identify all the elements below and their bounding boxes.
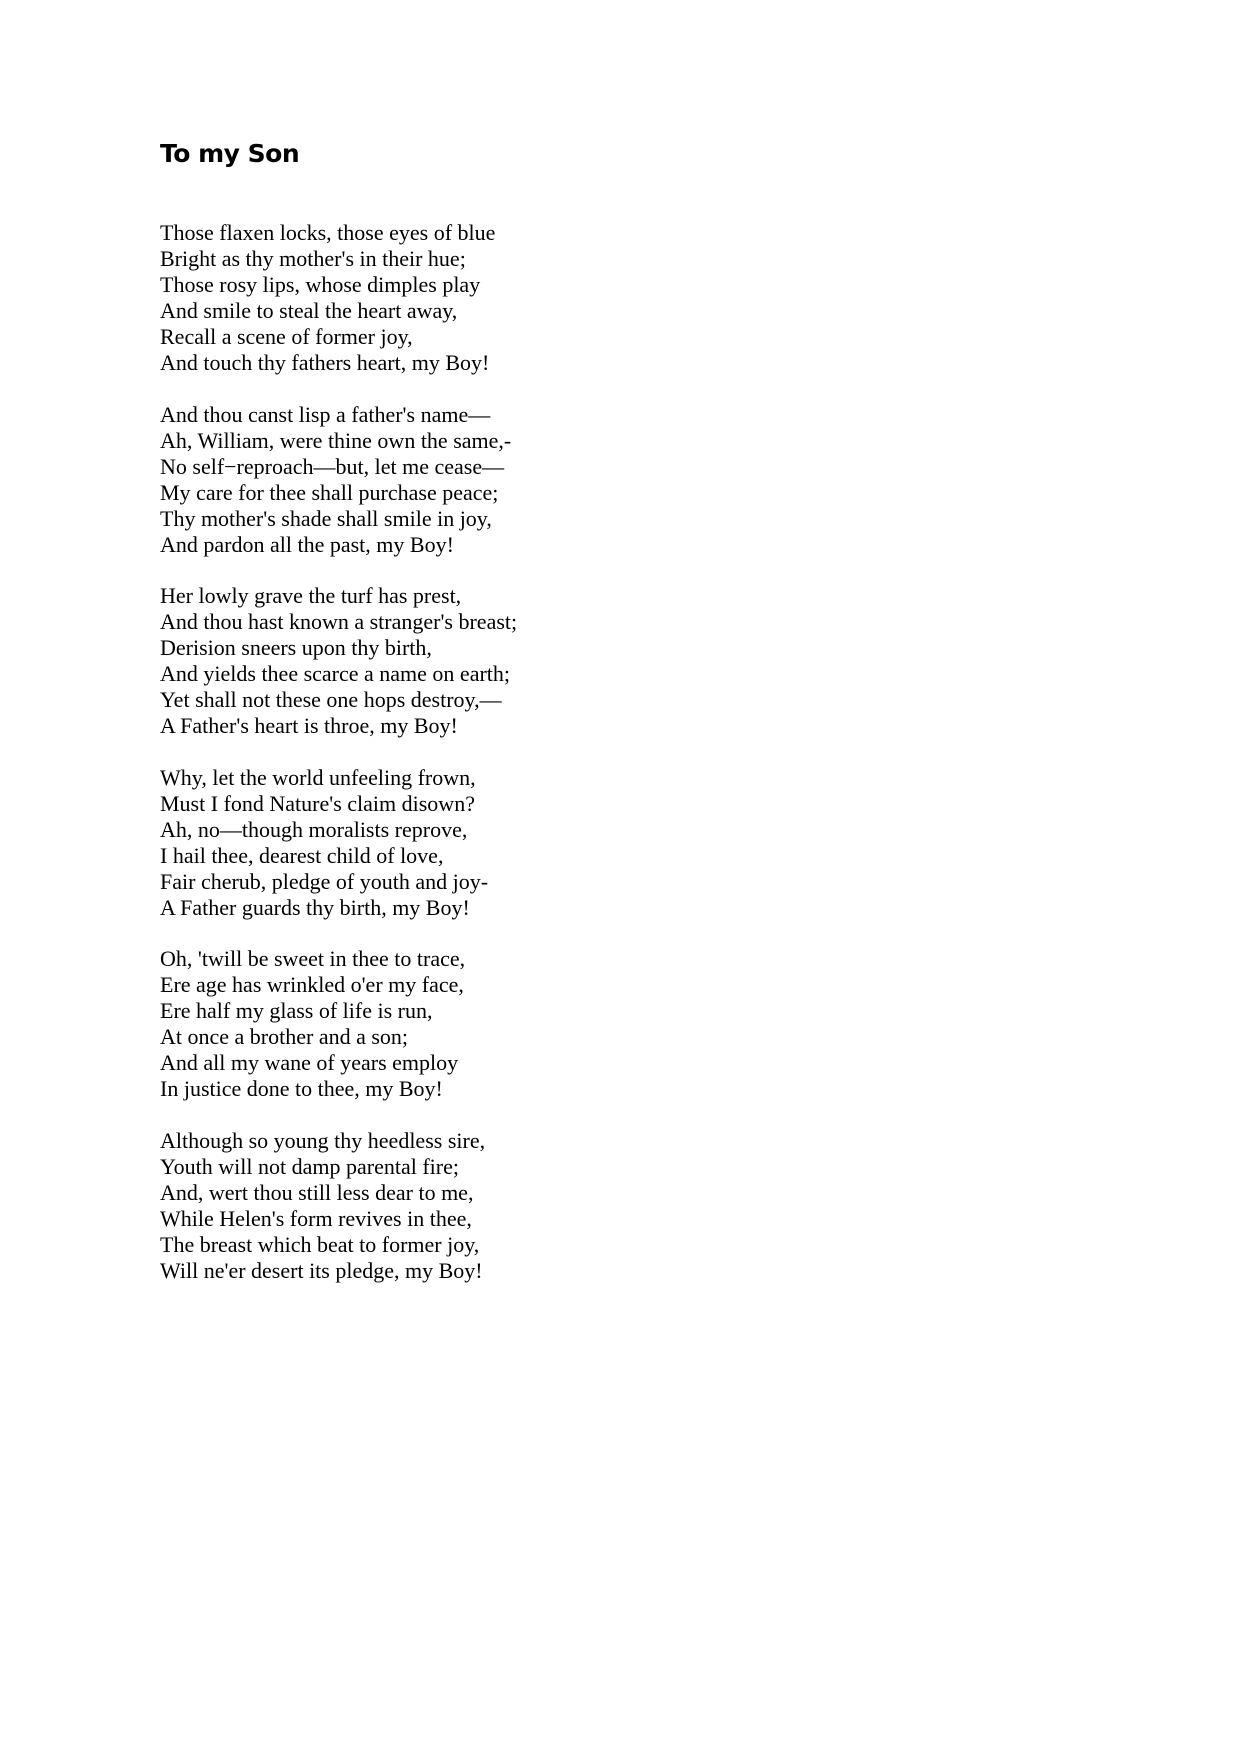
stanza-5	[160, 946, 860, 1102]
poem-line: The breast which beat to former joy,	[160, 1231, 480, 1257]
poem-line: And, wert thou still less dear to me,	[160, 1179, 474, 1205]
poem-line: I hail thee, dearest child of love,	[160, 842, 444, 868]
poem-line: Ere half my glass of life is run,	[160, 998, 433, 1024]
stanza-1	[160, 220, 860, 376]
poem-line: A Father's heart is throe, my Boy!	[160, 713, 458, 739]
poem-line: And thou canst lisp a father's name—	[160, 401, 491, 427]
stanza-3	[160, 583, 860, 739]
poem-line: Those flaxen locks, those eyes of blue	[160, 220, 496, 245]
poem-line: My care for thee shall purchase peace;	[160, 479, 499, 505]
poem-line: And yields thee scarce a name on earth;	[160, 661, 511, 687]
poem-line: Must I fond Nature's claim disown?	[160, 790, 475, 816]
stanza-4	[160, 765, 860, 921]
poem-line: While Helen's form revives in thee,	[160, 1205, 472, 1231]
poem-line: In justice done to thee, my Boy!	[160, 1076, 443, 1102]
poem-line: Oh, 'twill be sweet in thee to trace,	[160, 946, 466, 972]
poem-line: At once a brother and a son;	[160, 1024, 409, 1050]
stanza-2	[160, 402, 860, 558]
poem-line: Youth will not damp parental fire;	[160, 1153, 459, 1179]
poem-line: Yet shall not these one hops destroy,—	[160, 687, 502, 713]
poem-line: And smile to steal the heart away,	[160, 298, 458, 323]
poem-line: Why, let the world unfeeling frown,	[160, 764, 476, 790]
poem-line: Thy mother's shade shall smile in joy,	[160, 505, 492, 531]
poem-line: And all my wane of years employ	[160, 1050, 459, 1076]
poem-line: And touch thy fathers heart, my Boy!	[160, 350, 490, 375]
poem-title: To my Son	[160, 139, 300, 168]
poem-line: And thou hast known a stranger's breast;	[160, 609, 518, 635]
poem-line: Bright as thy mother's in their hue;	[160, 246, 466, 271]
poem-line: Recall a scene of former joy,	[160, 324, 413, 349]
poem-line: Although so young thy heedless sire,	[160, 1127, 486, 1153]
poem-line: Ah, William, were thine own the same,-	[160, 427, 512, 453]
poem-line: Ah, no—though moralists reprove,	[160, 816, 468, 842]
poem-line: No self−reproach—but, let me cease—	[160, 453, 505, 479]
poem-line: Fair cherub, pledge of youth and joy-	[160, 868, 489, 894]
poem-line: And pardon all the past, my Boy!	[160, 531, 454, 557]
poem-line: Derision sneers upon thy birth,	[160, 635, 432, 661]
stanza-6	[160, 1128, 860, 1284]
poem-line: Her lowly grave the turf has prest,	[160, 583, 462, 609]
poem-line: Those rosy lips, whose dimples play	[160, 272, 481, 297]
poem-line: Will ne'er desert its pledge, my Boy!	[160, 1257, 483, 1283]
poem-line: A Father guards thy birth, my Boy!	[160, 894, 470, 920]
poem-body	[160, 220, 860, 1310]
poem-line: Ere age has wrinkled o'er my face,	[160, 972, 464, 998]
